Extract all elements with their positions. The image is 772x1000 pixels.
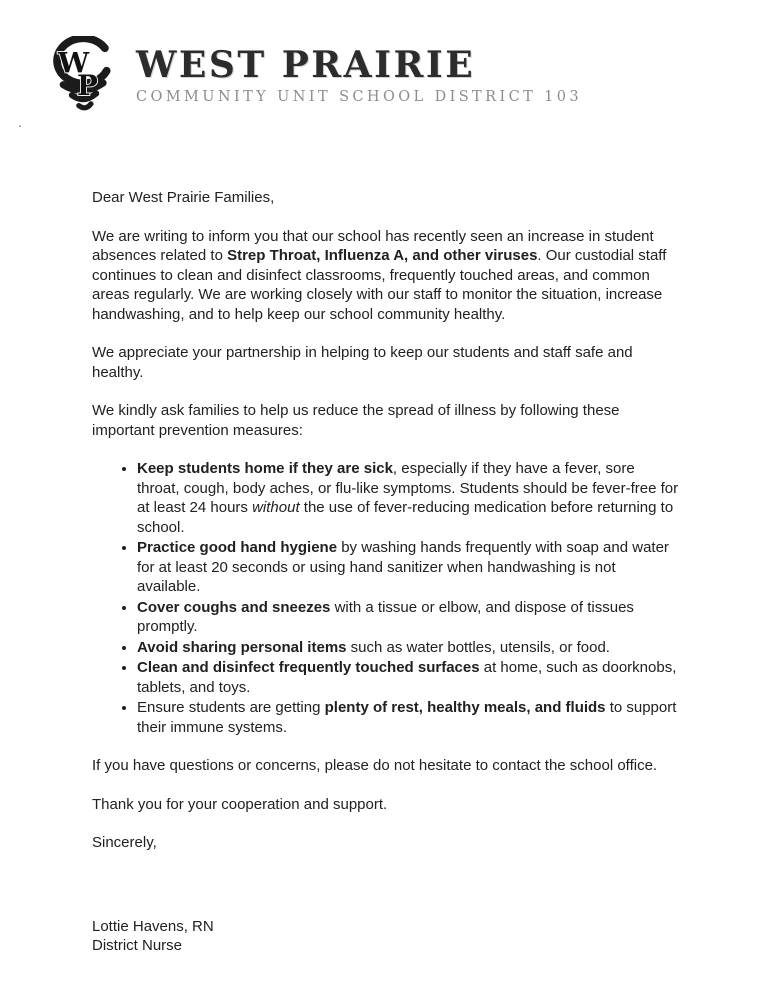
paragraph-measures-lead [92, 401, 680, 440]
logo-letter-w: W [57, 46, 90, 80]
prevention-measures-list [92, 459, 680, 737]
text-segment: by washing hands frequently with soap and water for at least 20 seconds or using hand sanitizer when handwashing is not available. [137, 539, 669, 595]
stray-mark: . [18, 114, 22, 130]
org-subtitle: COMMUNITY UNIT SCHOOL DISTRICT 103 [136, 89, 583, 105]
signature-name: Lottie Havens, RN [92, 917, 214, 935]
text-segment: We kindly ask families to help us reduce the spread of illness by following these important prevention measures: [92, 402, 620, 439]
text-segment: the use of fever-reducing medication before returning to school. [137, 499, 674, 536]
text-segment: , especially if they have a fever, sore throat, cough, body aches, or flu-like symptoms. Students should be fever-free for at least 24 hours [137, 460, 679, 516]
list-item-rest-meals-fluids [137, 698, 680, 737]
text-segment: with a tissue or elbow, and dispose of tissues promptly. [137, 598, 634, 635]
logo-letter-p: P [77, 69, 98, 103]
text-segment: such as water bottles, utensils, or food. [346, 638, 610, 656]
signoff: Sincerely, [92, 834, 157, 851]
text-segment: We are writing to inform you that our school has recently seen an increase in student absences related to [92, 227, 654, 264]
list-item-keep-home [137, 459, 680, 537]
signature-block [92, 917, 680, 956]
text-segment: Keep students home if they are sick [137, 460, 393, 477]
tornado-icon [44, 36, 124, 116]
list-item-clean-surfaces [137, 658, 680, 697]
list-item-avoid-sharing [137, 638, 680, 658]
text-segment: Cover coughs and sneezes [137, 598, 331, 616]
text-segment: Strep Throat, Influenza A, and other viruses [227, 247, 538, 264]
paragraph-questions [92, 756, 680, 776]
text-segment: Practice good hand hygiene [137, 539, 338, 556]
text-segment: plenty of rest, healthy meals, and fluids [324, 699, 606, 716]
text-segment: Thank you for your cooperation and support. [92, 795, 388, 813]
district-logo [44, 36, 124, 116]
text-segment: to support their immune systems. [137, 699, 677, 736]
org-name: WEST PRAIRIE [136, 44, 476, 86]
text-segment: . Our custodial staff continues to clean and disinfect classrooms, frequently touched areas, and common areas regularly. We are working closely with our staff to monitor the situation, increase handwashing, and to help keep our school community healthy. [92, 247, 667, 323]
letter-body [92, 188, 680, 956]
paragraph-thanks [92, 795, 680, 815]
text-segment: Clean and disinfect frequently touched surfaces [137, 659, 480, 676]
text-segment: We appreciate your partnership in helping to keep our students and staff safe and healthy. [92, 344, 633, 381]
salutation: Dear West Prairie Families, [92, 189, 275, 206]
text-segment: Ensure students are getting [137, 699, 325, 716]
paragraph-partnership [92, 343, 680, 382]
text-segment: If you have questions or concerns, please do not hesitate to contact the school office. [92, 757, 658, 774]
letterhead [44, 36, 582, 116]
list-item-cover-coughs [137, 598, 680, 637]
paragraph-intro [92, 227, 680, 325]
org-identity [136, 44, 583, 105]
text-segment: without [252, 499, 300, 516]
signature-title: District Nurse [92, 937, 183, 954]
list-item-hand-hygiene [137, 538, 680, 597]
text-segment: at home, such as doorknobs, tablets, and toys. [137, 659, 677, 696]
text-segment: Avoid sharing personal items [137, 638, 347, 656]
